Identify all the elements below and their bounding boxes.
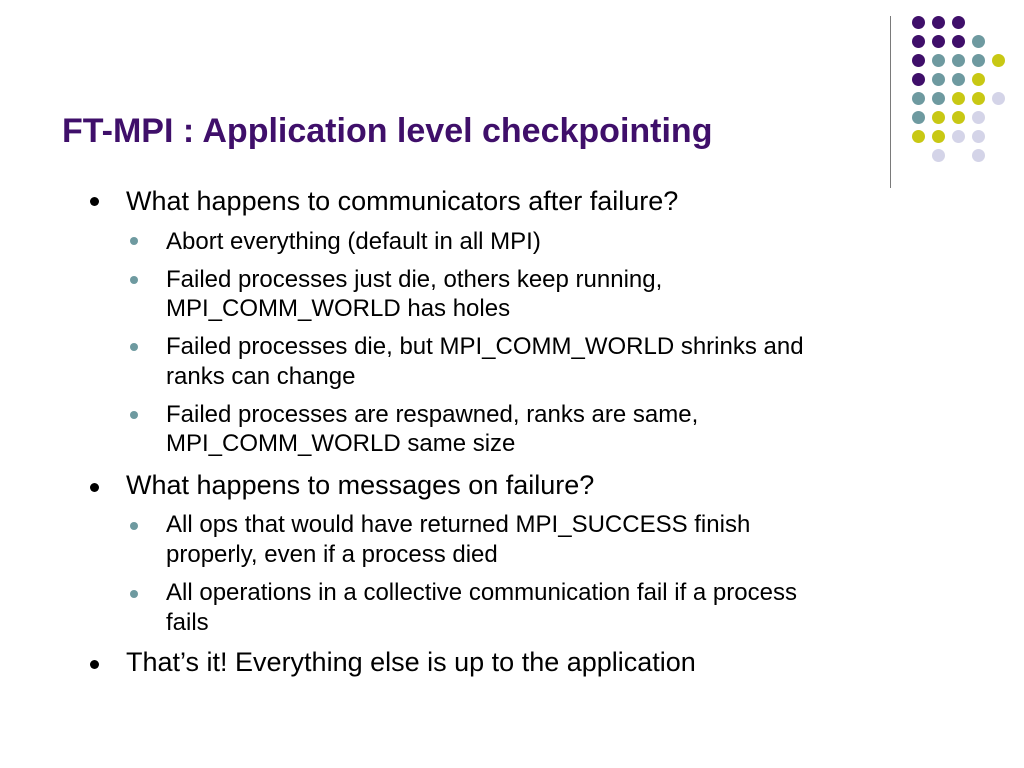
decorative-dot [932,16,945,29]
sub-bullet-text: Failed processes just die, others keep running, [166,266,663,293]
sub-bullet-dot [130,343,138,351]
decorative-dot [932,130,945,143]
bullet-dot [90,197,99,206]
decorative-dot [952,73,965,86]
bullet-text: What happens to communicators after failure? [126,186,679,216]
sub-bullet-text-cont: ranks can change [166,363,356,390]
decorative-dot [932,35,945,48]
decorative-dot [912,92,925,105]
sub-bullet-dot [130,237,138,245]
sub-bullet-text-cont: properly, even if a process died [166,541,498,568]
decorative-dot [952,92,965,105]
decorative-dot [932,73,945,86]
decorative-dot [912,73,925,86]
bullet-dot [90,483,99,492]
sub-bullet-text-cont: MPI_COMM_WORLD same size [166,430,516,457]
decorative-dot [932,111,945,124]
bullet-text: What happens to messages on failure? [126,470,595,500]
decorative-divider [890,16,891,188]
sub-bullet-dot [130,522,138,530]
decorative-dot [992,92,1005,105]
decorative-dot [952,35,965,48]
bullet-text: That’s it! Everything else is up to the application [126,647,696,677]
decorative-dot [912,35,925,48]
sub-bullet-text: Failed processes die, but MPI_COMM_WORLD shrinks and [166,333,804,360]
sub-bullet-dot [130,276,138,284]
decorative-dot [972,149,985,162]
slide-title: FT-MPI : Application level checkpointing [62,112,713,150]
decorative-dot [912,111,925,124]
sub-bullet-text: Abort everything (default in all MPI) [166,228,541,255]
sub-bullet-text: All operations in a collective communication fail if a process [166,579,797,606]
sub-bullet-text: Failed processes are respawned, ranks are same, [166,401,699,428]
sub-bullet-text-cont: fails [166,609,209,636]
decorative-dot [952,130,965,143]
decorative-dot [912,130,925,143]
decorative-dot [972,35,985,48]
decorative-dot [972,54,985,67]
decorative-dot [952,16,965,29]
decorative-dot [972,92,985,105]
decorative-dot-grid [0,0,1024,200]
decorative-dot [912,54,925,67]
sub-bullet-dot [130,411,138,419]
decorative-dot [932,92,945,105]
decorative-dot [952,111,965,124]
sub-bullet-text-cont: MPI_COMM_WORLD has holes [166,295,511,322]
sub-bullet-dot [130,590,138,598]
bullet-dot [90,660,99,669]
decorative-dot [952,54,965,67]
decorative-dot [932,54,945,67]
decorative-dot [972,130,985,143]
decorative-dot [972,73,985,86]
sub-bullet-text: All ops that would have returned MPI_SUCCESS finish [166,511,751,538]
decorative-dot [972,111,985,124]
decorative-dot [992,54,1005,67]
decorative-dot [932,149,945,162]
decorative-dot [912,16,925,29]
